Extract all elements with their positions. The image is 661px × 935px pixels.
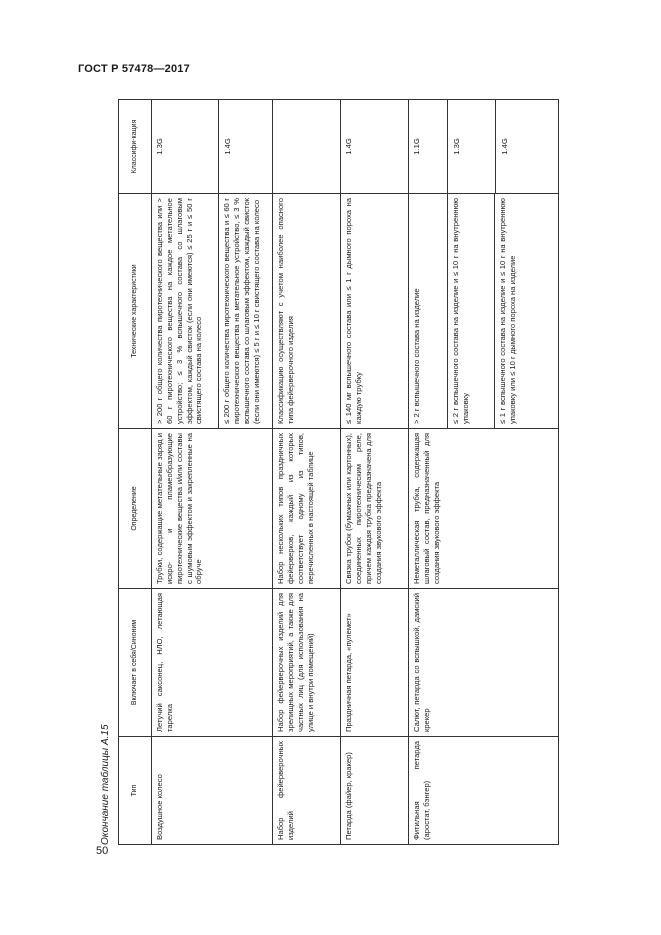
spec-text: ≤ 1 г вспышечного состава на изделие и ≤ 10 г на внутреннюю упаковку или ≤ 10 г дымного пороха на изделие — [494, 194, 518, 428]
page-number: 50 — [96, 845, 109, 857]
table-header-row — [119, 100, 152, 845]
standard-header: ГОСТ Р 57478—2017 — [78, 63, 190, 75]
column-header: Технические характеристики — [119, 194, 152, 429]
cell-synonym: Летучий саксонец, НЛО, летающая тарелка — [152, 589, 273, 737]
class-code: 1.3G — [447, 100, 492, 193]
cell-definition: Трубки, содержащие метательные заряд и искро- и пламеобразующие пиротехнические вещества и/или составы с шумовым эффектом и закрепленные на обруче — [152, 429, 273, 589]
spec-text: ≤ 200 г общего количества пиротехнического вещества и ≤ 60 г пиротехнического вещества на метательное устройство, ≤ 3 % вспышечного состава со шлаговым эффектом, каждый свисток (если они имеются) ≤ 5 г и ≤ 10 г свистящего состава на колесо — [218, 194, 261, 428]
cell-definition: Неметаллическая трубка, содержащая шлаговый состав, предназначенный для создания звукового эффекта — [409, 429, 559, 589]
column-header: Тип — [119, 737, 152, 845]
spec-text: ≤ 2 г вспышечного состава на изделие и ≤ 10 г на внутреннюю упаковку — [447, 194, 491, 428]
cell-synonym: Праздничная петарда, «пулемет» — [341, 589, 409, 737]
cell-specs: Классификацию осуществляют с учетом наиболее опасного типа фейерверочного изделия — [273, 194, 341, 429]
cell-class — [273, 100, 341, 194]
cell-synonym: Набор фейерверочных изделий для зрелищных мероприятий, а также для частных лиц (для использования на улице и внутри помещений) — [273, 589, 341, 737]
spec-text: > 200 г общего количества пиротехнического вещества или > 60 г пиротехнического вещества на каждое метательное устройство; ≤ 3 % вспышечного состава со шлаговым эффектом, каждый свисток (если они имеются) ≤ 25 г и ≤ 50 г свистящего состава на колесо — [155, 198, 204, 424]
table-row — [273, 100, 341, 845]
cell-class: 1.4G — [341, 100, 409, 194]
cell-definition: Набор нескольких типов праздничных фейерверков, каждый из которых соответствует одному из типов, перечисленных в настоящей таблице — [273, 429, 341, 589]
cell-specs: ≤ 140 мг вспышечного состава или ≤ 1 г дымного пороха на каждую трубку — [341, 194, 409, 429]
cell-definition: Связка трубок (бумажных или картонных), соединенных пиротехническим реле, причем каждая трубка предназначена для создания звукового эффекта — [341, 429, 409, 589]
rotated-table-container — [100, 100, 588, 845]
cell-type: Петарда (файер, кракер) — [341, 737, 409, 845]
table-row — [152, 100, 273, 845]
cell-type: Воздушное колесо — [152, 737, 273, 845]
cell-type: Фитильная петарда (аростат, бэнгер) — [409, 737, 559, 845]
spec-text: > 2 г вспышечного состава на изделие — [412, 288, 421, 424]
column-header: Классифи-кация — [119, 100, 152, 194]
cell-synonym: Салют, петарда со вспышкой, дамский крекер — [409, 589, 559, 737]
column-header: Определение — [119, 429, 152, 589]
class-code: 1.4G — [218, 100, 269, 193]
class-code: 1.4G — [495, 100, 510, 193]
classification-table — [118, 99, 559, 845]
table-caption: Окончание таблицы А.15 — [100, 724, 111, 845]
class-code: 1.3G — [155, 138, 164, 155]
cell-class — [152, 100, 273, 194]
cell-type: Набор фейерверочных изделий — [273, 737, 341, 845]
table-row — [409, 100, 559, 845]
table-row — [341, 100, 409, 845]
column-header: Включает в себя/Синоним — [119, 589, 152, 737]
class-code: 1.1G — [412, 138, 421, 155]
cell-specs — [409, 194, 559, 429]
cell-specs — [152, 194, 273, 429]
cell-class — [409, 100, 559, 194]
